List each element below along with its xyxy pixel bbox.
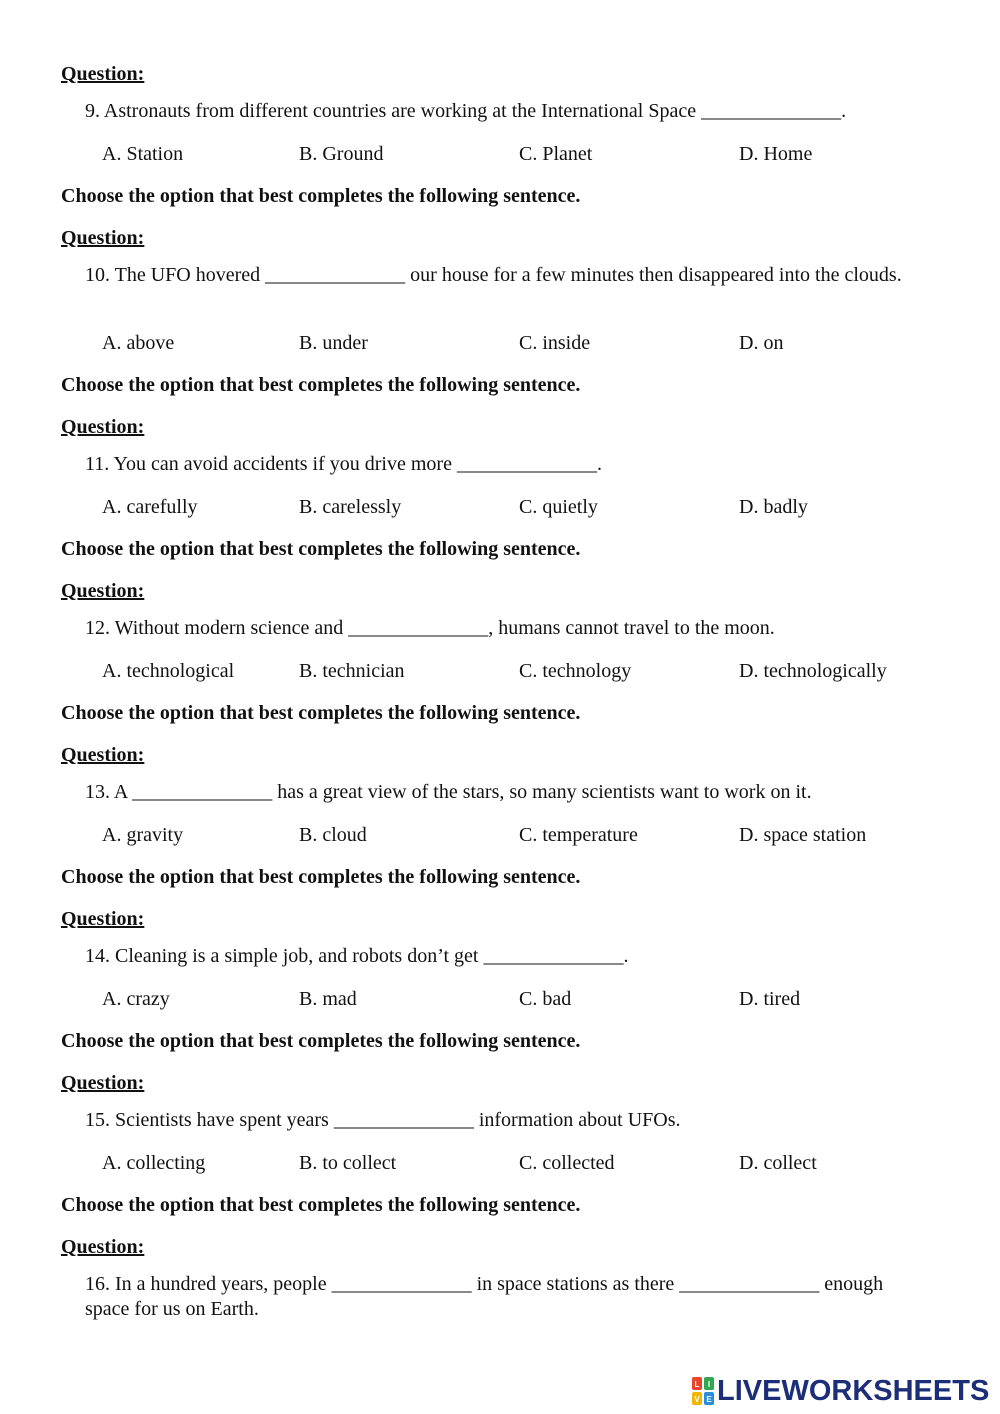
question-text-13: 13. A ______________ has a great view of the stars, so many scientists want to work on it. [85,781,812,803]
option-a[interactable]: A. technological [102,660,235,682]
option-c[interactable]: C. technology [519,660,632,682]
option-d[interactable]: D. space station [739,824,867,846]
option-a[interactable]: A. above [102,332,175,354]
option-a[interactable]: A. gravity [102,824,184,846]
question-label: Question: [61,227,145,249]
svg-text:I: I [707,1380,711,1389]
instruction-text: Choose the option that best completes the following sentence. [61,702,581,724]
option-d[interactable]: D. collect [739,1152,817,1174]
option-b[interactable]: B. Ground [299,143,384,165]
question-text-9: 9. Astronauts from different countries are working at the International Space ______________. [85,100,847,122]
option-a[interactable]: A. carefully [102,496,198,518]
liveworksheets-logo-icon [692,1377,714,1405]
option-a[interactable]: A. collecting [102,1152,206,1174]
option-b[interactable]: B. carelessly [299,496,402,518]
option-d[interactable]: D. Home [739,143,813,165]
option-c[interactable]: C. inside [519,332,591,354]
question-text-11: 11. You can avoid accidents if you drive more ______________. [85,453,602,475]
liveworksheets-brand [692,1374,989,1408]
option-a[interactable]: A. crazy [102,988,170,1010]
question-text-16: 16. In a hundred years, people ______________ in space stations as there ______________ enough space for us on Earth. [85,1273,884,1320]
option-c[interactable]: C. collected [519,1152,615,1174]
option-b[interactable]: B. to collect [299,1152,397,1174]
instruction-text: Choose the option that best completes the following sentence. [61,1194,581,1216]
question-text-10: 10. The UFO hovered ______________ our house for a few minutes then disappeared into the clouds. [85,264,902,286]
instruction-text: Choose the option that best completes the following sentence. [61,374,581,396]
option-c[interactable]: C. bad [519,988,572,1010]
question-label: Question: [61,1236,145,1258]
option-d[interactable]: D. on [739,332,784,354]
option-c[interactable]: C. quietly [519,496,598,518]
option-a[interactable]: A. Station [102,143,184,165]
option-b[interactable]: B. under [299,332,368,354]
svg-text:E: E [706,1395,712,1404]
question-text-14: 14. Cleaning is a simple job, and robots don’t get ______________. [85,945,629,967]
question-label: Question: [61,744,145,766]
instruction-text: Choose the option that best completes the following sentence. [61,538,581,560]
question-text-12: 12. Without modern science and ______________, humans cannot travel to the moon. [85,617,775,639]
svg-text:V: V [694,1395,700,1404]
instruction-text: Choose the option that best completes the following sentence. [61,866,581,888]
question-label: Question: [61,580,145,602]
question-text-15: 15. Scientists have spent years ______________ information about UFOs. [85,1109,681,1131]
question-label: Question: [61,416,145,438]
question-label: Question: [61,1072,145,1094]
question-label: Question: [61,908,145,930]
question-label: Question: [61,63,145,85]
option-d[interactable]: D. tired [739,988,801,1010]
instruction-text: Choose the option that best completes the following sentence. [61,1030,581,1052]
brand-name: LIVEWORKSHEETS [717,1375,990,1407]
instruction-text: Choose the option that best completes the following sentence. [61,185,581,207]
option-c[interactable]: C. temperature [519,824,638,846]
option-d[interactable]: D. badly [739,496,808,518]
option-b[interactable]: B. cloud [299,824,367,846]
option-b[interactable]: B. technician [299,660,405,682]
option-d[interactable]: D. technologically [739,660,887,682]
svg-text:L: L [694,1380,700,1389]
option-c[interactable]: C. Planet [519,143,593,165]
option-b[interactable]: B. mad [299,988,357,1010]
